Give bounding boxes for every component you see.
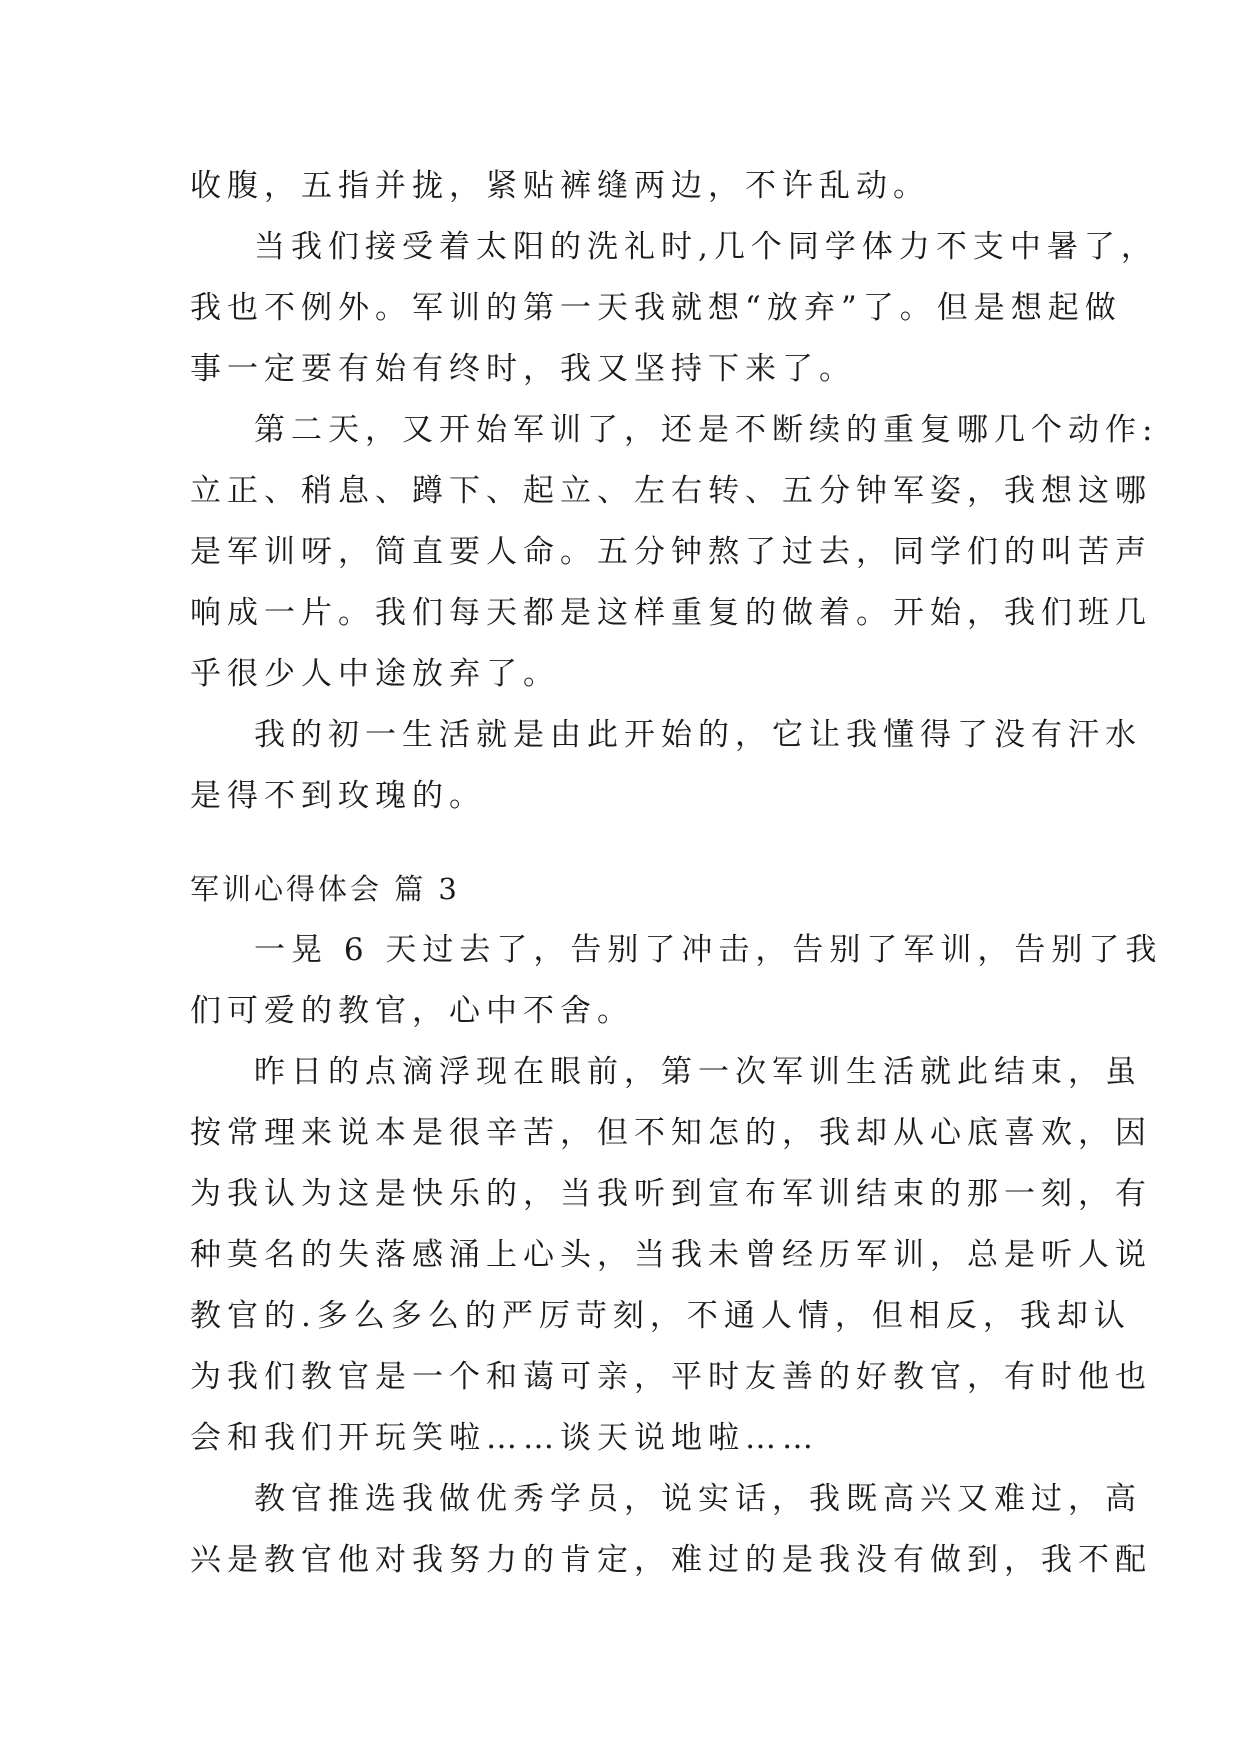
paragraph-line: 立正、稍息、蹲下、起立、左右转、五分钟军姿，我想这哪	[190, 473, 1152, 509]
paragraph-line: 种莫名的失落感涌上心头，当我未曾经历军训，总是听人说	[190, 1237, 1152, 1273]
paragraph-line: 是军训呀，简直要人命。五分钟熬了过去，同学们的叫苦声	[190, 534, 1152, 570]
paragraph-line: 会和我们开玩笑啦……谈天说地啦……	[190, 1420, 819, 1456]
paragraph-line: 我的初一生活就是由此开始的，它让我懂得了没有汗水	[254, 717, 1142, 753]
paragraph-line: 响成一片。我们每天都是这样重复的做着。开始，我们班几	[190, 595, 1152, 631]
paragraph-line: 教官推选我做优秀学员，说实话，我既高兴又难过，高	[254, 1481, 1142, 1517]
paragraph-line: 当我们接受着太阳的洗礼时,几个同学体力不支中暑了，	[254, 229, 1158, 265]
paragraph-line: 们可爱的教官，心中不舍。	[190, 993, 634, 1029]
paragraph-line: 乎很少人中途放弃了。	[190, 656, 560, 692]
paragraph-line: 事一定要有始有终时，我又坚持下来了。	[190, 351, 856, 387]
paragraph-line: 教官的.多么多么的严厉苛刻，不通人情，但相反，我却认	[190, 1298, 1131, 1334]
paragraph-line: 是得不到玫瑰的。	[190, 778, 486, 814]
paragraph-line: 收腹，五指并拢，紧贴裤缝两边，不许乱动。	[190, 168, 930, 204]
paragraph-line: 为我们教官是一个和蔼可亲，平时友善的好教官，有时他也	[190, 1359, 1152, 1395]
paragraph-line: 我也不例外。军训的第一天我就想“放弃”了。但是想起做	[190, 290, 1122, 326]
paragraph-line: 一晃 6 天过去了，告别了冲击，告别了军训，告别了我	[254, 932, 1163, 968]
paragraph-line: 第二天，又开始军训了，还是不断续的重复哪几个动作:	[254, 412, 1159, 448]
paragraph-line: 昨日的点滴浮现在眼前，第一次军训生活就此结束，虽	[254, 1054, 1142, 1090]
paragraph-line: 兴是教官他对我努力的肯定，难过的是我没有做到，我不配	[190, 1542, 1152, 1578]
paragraph-line: 为我认为这是快乐的，当我听到宣布军训结束的那一刻，有	[190, 1176, 1152, 1212]
paragraph-line: 按常理来说本是很辛苦，但不知怎的，我却从心底喜欢，因	[190, 1115, 1152, 1151]
section-title: 军训心得体会 篇 3	[190, 872, 460, 906]
